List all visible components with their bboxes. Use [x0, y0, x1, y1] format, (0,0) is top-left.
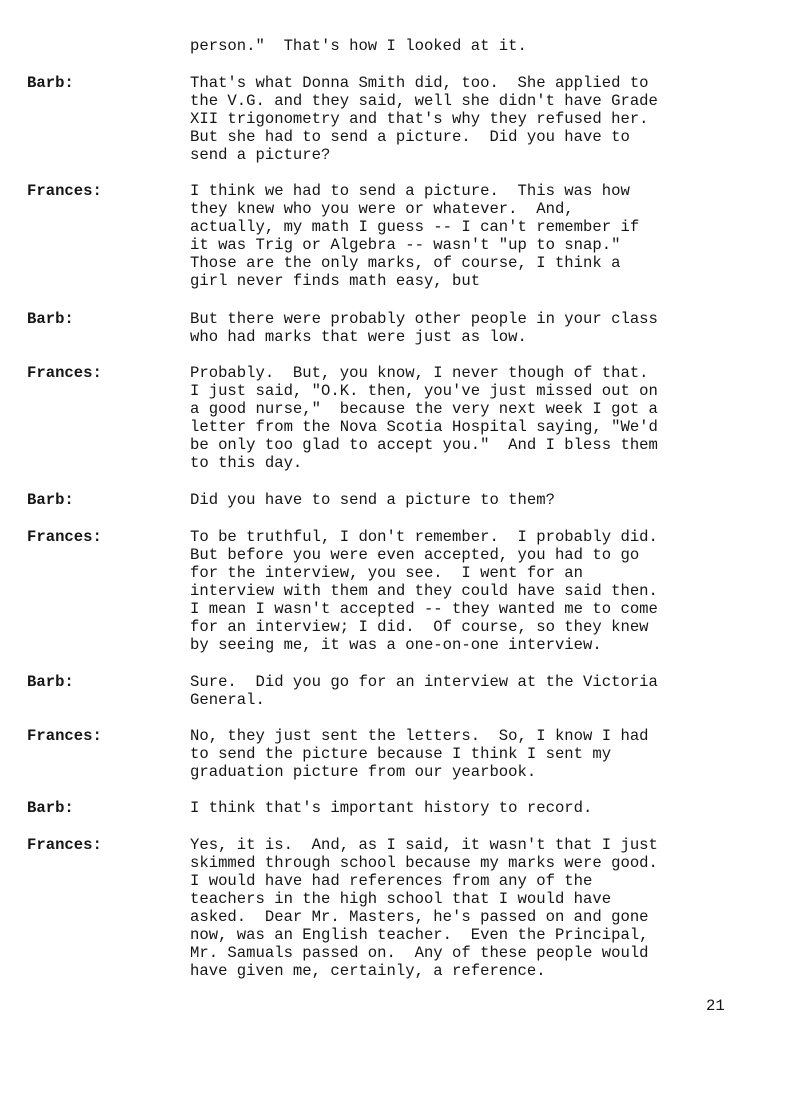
dialogue-line: to send the picture because I think I sent my: [190, 745, 612, 763]
dialogue-line: Yes, it is. And, as I said, it wasn't that I just: [190, 836, 658, 854]
dialogue-line: a good nurse," because the very next week I got a: [190, 400, 658, 418]
dialogue-line: Those are the only marks, of course, I think a: [190, 254, 621, 272]
speaker-label: Barb:: [27, 310, 74, 328]
dialogue-line: have given me, certainly, a reference.: [190, 962, 546, 980]
dialogue-line: asked. Dear Mr. Masters, he's passed on and gone: [190, 908, 649, 926]
dialogue-line: I think that's important history to record.: [190, 799, 593, 817]
dialogue-line: Probably. But, you know, I never though of that.: [190, 364, 649, 382]
dialogue-line: But before you were even accepted, you had to go: [190, 546, 640, 564]
dialogue-turn: [0, 182, 800, 290]
dialogue-line: for an interview; I did. Of course, so they knew: [190, 618, 649, 636]
dialogue-line: I just said, "O.K. then, you've just missed out on: [190, 382, 658, 400]
page-number: 21: [706, 997, 725, 1015]
dialogue-line: Mr. Samuals passed on. Any of these people would: [190, 944, 649, 962]
dialogue-line: I mean I wasn't accepted -- they wanted me to come: [190, 600, 658, 618]
dialogue-line: send a picture?: [190, 146, 331, 164]
dialogue-line: teachers in the high school that I would have: [190, 890, 612, 908]
dialogue-line: be only too glad to accept you." And I bless them: [190, 436, 658, 454]
dialogue-line: the V.G. and they said, well she didn't have Grade: [190, 92, 658, 110]
dialogue-line: I would have had references from any of the: [190, 872, 593, 890]
dialogue-line: But there were probably other people in your class: [190, 310, 658, 328]
dialogue-line: interview with them and they could have said then.: [190, 582, 658, 600]
dialogue-turn: [0, 727, 800, 781]
speaker-label: Frances:: [27, 364, 102, 382]
dialogue-line: graduation picture from our yearbook.: [190, 763, 537, 781]
dialogue-line: to this day.: [190, 454, 303, 472]
speaker-label: Barb:: [27, 799, 74, 817]
dialogue-line: General.: [190, 691, 265, 709]
dialogue-turn: [0, 673, 800, 709]
speaker-label: Barb:: [27, 74, 74, 92]
dialogue-line: But she had to send a picture. Did you have to: [190, 128, 630, 146]
dialogue-line: it was Trig or Algebra -- wasn't "up to snap.": [190, 236, 621, 254]
continuation-line: person." That's how I looked at it.: [190, 37, 527, 55]
dialogue-turn: [0, 799, 800, 817]
speaker-label: Frances:: [27, 836, 102, 854]
dialogue-line: skimmed through school because my marks were good.: [190, 854, 658, 872]
speaker-label: Barb:: [27, 673, 74, 691]
dialogue-line: for the interview, you see. I went for an: [190, 564, 584, 582]
speaker-label: Barb:: [27, 491, 74, 509]
dialogue-line: letter from the Nova Scotia Hospital saying, "We'd: [190, 418, 658, 436]
dialogue-line: XII trigonometry and that's why they refused her.: [190, 110, 649, 128]
dialogue-turn: [0, 528, 800, 654]
speaker-label: Frances:: [27, 528, 102, 546]
dialogue-turn: [0, 836, 800, 980]
dialogue-line: girl never finds math easy, but: [190, 272, 481, 290]
dialogue-line: No, they just sent the letters. So, I know I had: [190, 727, 649, 745]
dialogue-line: Did you have to send a picture to them?: [190, 491, 555, 509]
dialogue-line: they knew who you were or whatever. And,: [190, 200, 574, 218]
dialogue-turn: [0, 310, 800, 346]
dialogue-line: Sure. Did you go for an interview at the Victoria: [190, 673, 658, 691]
dialogue-line: I think we had to send a picture. This was how: [190, 182, 630, 200]
dialogue-line: That's what Donna Smith did, too. She applied to: [190, 74, 649, 92]
dialogue-turn: [0, 491, 800, 509]
dialogue-line: who had marks that were just as low.: [190, 328, 527, 346]
dialogue-line: now, was an English teacher. Even the Principal,: [190, 926, 649, 944]
speaker-label: Frances:: [27, 727, 102, 745]
speaker-label: Frances:: [27, 182, 102, 200]
dialogue-line: To be truthful, I don't remember. I probably did.: [190, 528, 658, 546]
dialogue-line: by seeing me, it was a one-on-one interview.: [190, 636, 602, 654]
dialogue-line: actually, my math I guess -- I can't remember if: [190, 218, 640, 236]
dialogue-turn: [0, 74, 800, 164]
dialogue-turn: [0, 364, 800, 472]
